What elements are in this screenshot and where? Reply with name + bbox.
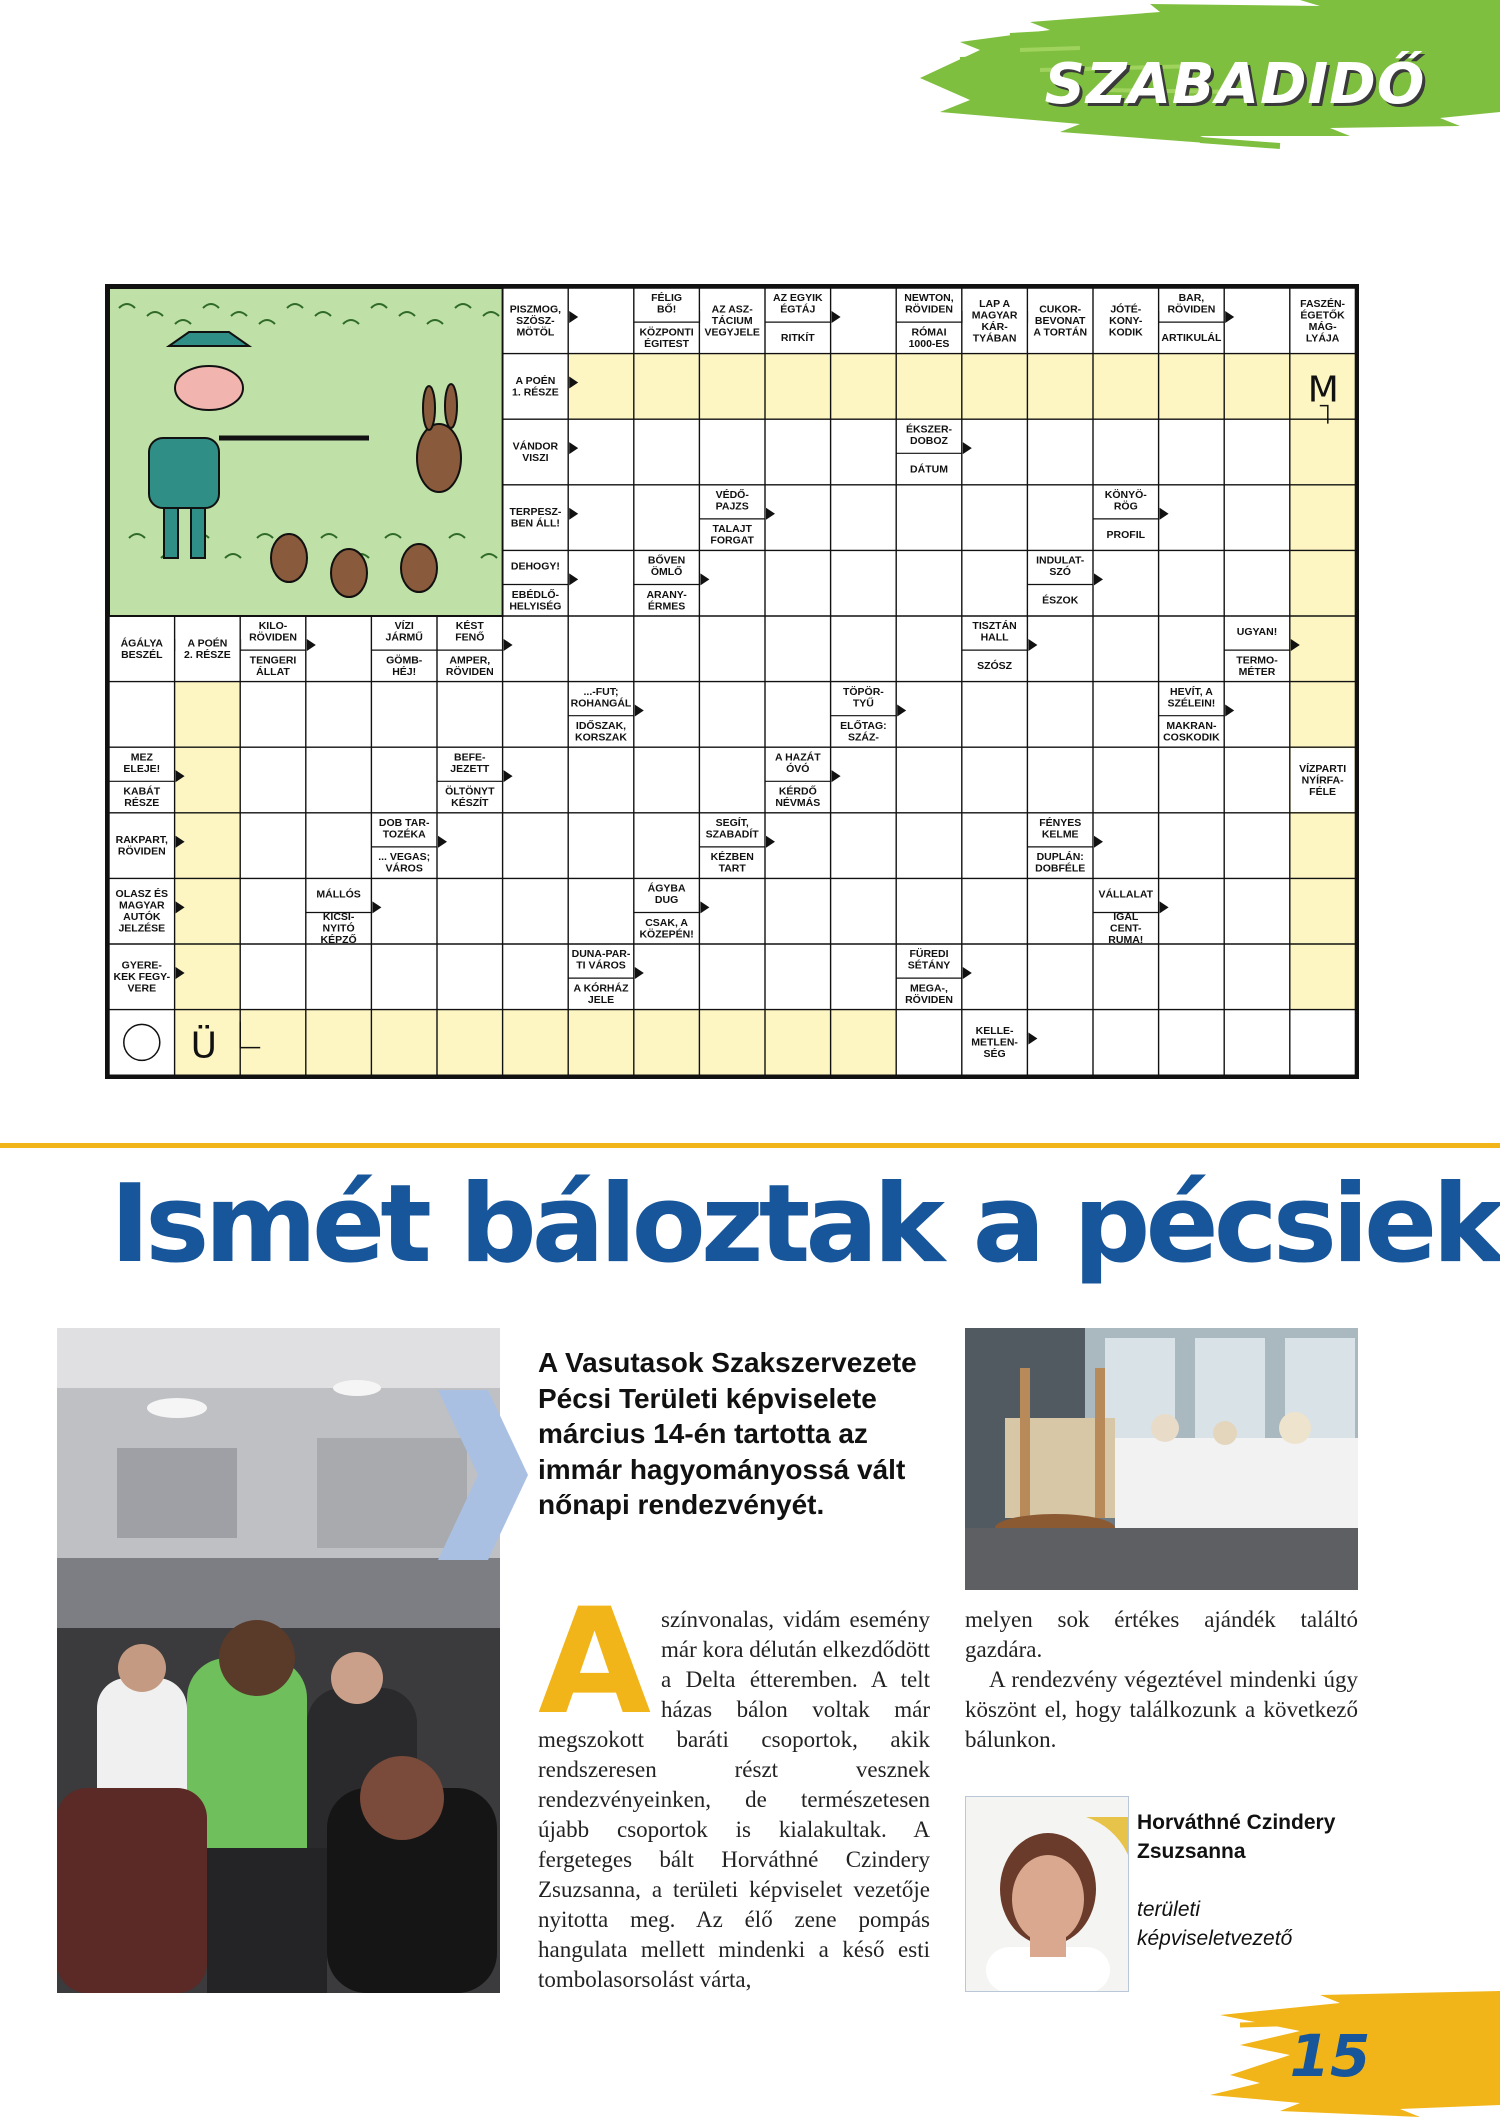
mascot-icon xyxy=(124,1024,160,1060)
clue-text: TÁCIUM xyxy=(711,315,753,328)
clue-text: JÓTÉ- xyxy=(1110,303,1142,316)
clue-text: JEZETT xyxy=(450,762,490,775)
clue-text: AMPER, xyxy=(449,654,491,667)
clue-text: SZÁZ- xyxy=(847,731,879,744)
clue-text: VERE xyxy=(127,982,157,995)
body-paragraph: melyen sok értékes ajándék találtó gazdára. xyxy=(965,1607,1358,1662)
clue-text: TÖPÖR- xyxy=(842,685,884,698)
clue-text: SEGÍT, xyxy=(715,817,749,830)
clue-arrow-icon xyxy=(372,901,381,913)
clue-text: HELYISÉG xyxy=(509,600,562,613)
clue-text: KÉZBEN xyxy=(710,851,754,864)
clue-text: SZÓSZ xyxy=(977,660,1013,673)
clue-text: A HAZÁT xyxy=(774,751,821,764)
clue-text: EBÉDLŐ- xyxy=(511,588,560,601)
clue-text: GÖMB- xyxy=(386,654,423,667)
clue-text: TENGERI xyxy=(249,654,297,667)
clue-arrow-icon xyxy=(700,573,709,585)
clue-text: HEVÍT, A xyxy=(1170,685,1213,698)
clue-text: ÁLLAT xyxy=(256,665,290,678)
clue-arrow-icon xyxy=(1160,901,1169,913)
clue-arrow-icon xyxy=(635,967,644,979)
clue-text: KÉSZÍT xyxy=(451,797,489,810)
article-body-column-2 xyxy=(965,1605,1358,1755)
clue-text: VÍZI xyxy=(394,620,414,633)
clue-text: FORGAT xyxy=(710,534,754,547)
clue-text: TYŰ xyxy=(852,697,874,710)
answer-strip xyxy=(568,354,1290,420)
clue-text: BEN ÁLL! xyxy=(510,517,560,530)
clue-text: ÉRMES xyxy=(647,600,686,613)
clue-arrow-icon xyxy=(1028,1033,1037,1045)
article-lead: A Vasutasok Szakszervezete Pécsi Területi képviselete március 14-én tartotta az immár hagyományossá vált nőnapi rendezvényét. xyxy=(538,1347,917,1520)
clue-text: ARANY- xyxy=(646,588,687,601)
clue-text: AZ EGYIK xyxy=(773,292,823,305)
clue-text: ...-FUT; xyxy=(583,685,619,698)
clue-text: KÖNYÖ- xyxy=(1104,489,1147,502)
clue-text: A KÓRHÁZ xyxy=(573,982,629,995)
clue-text: GYERE- xyxy=(121,959,162,972)
clue-text: VEGYJELE xyxy=(704,326,760,339)
article-body-column-1 xyxy=(538,1577,930,1995)
clue-text: TI VÁROS xyxy=(576,959,626,972)
photo-prize-tables xyxy=(965,1328,1358,1590)
clue-text: ÁGÁLYA xyxy=(120,637,164,650)
clue-text: BEFE- xyxy=(454,751,486,764)
clue-text: NYÍRFA- xyxy=(1301,774,1344,787)
clue-text: DÁTUM xyxy=(910,463,948,476)
clue-text: 2. RÉSZE xyxy=(184,648,231,661)
clue-text: VISZI xyxy=(522,452,549,464)
clue-text: NYITÓ xyxy=(322,922,355,935)
clue-text: KÁR- xyxy=(981,320,1008,333)
clue-arrow-icon xyxy=(897,705,906,717)
clue-text: VÍZPARTI xyxy=(1299,762,1347,775)
clue-text: AZ ASZ- xyxy=(711,303,753,316)
clue-text: JÁRMŰ xyxy=(385,631,423,644)
answer-letter: M xyxy=(1307,369,1339,411)
clue-text: MAGYAR xyxy=(118,899,165,912)
crossword-puzzle xyxy=(105,284,1359,1079)
clue-text: ROHANGÁL xyxy=(570,697,632,710)
clue-text: KONY- xyxy=(1109,315,1143,328)
author-name: Horváthné Czindery Zsuzsanna xyxy=(1137,1811,1336,1863)
clue-text: PISZMOG, xyxy=(509,303,562,316)
clue-text: TERMO- xyxy=(1236,654,1278,667)
clue-text: OLASZ ÉS xyxy=(115,888,169,901)
clue-text: DEHOGY! xyxy=(510,560,560,573)
clue-text: RITKÍT xyxy=(780,332,815,345)
clue-text: MÉTER xyxy=(1238,665,1276,678)
clue-text: JELE xyxy=(587,993,615,1006)
clue-text: DUNA-PAR- xyxy=(571,948,631,961)
clue-text: A POÉN xyxy=(515,374,556,387)
clue-text: TOZÉKA xyxy=(382,828,426,841)
drop-cap: A xyxy=(538,1577,651,1747)
clue-arrow-icon xyxy=(1225,705,1234,717)
clue-text: SZABADÍT xyxy=(705,828,759,841)
clue-text: VÉDŐ- xyxy=(715,489,749,502)
clue-text: A TORTÁN xyxy=(1033,326,1088,339)
clue-text: JELZÉSE xyxy=(118,922,166,935)
clue-text: RÖVIDEN xyxy=(1167,303,1216,316)
clue-text: HÉJ! xyxy=(392,665,417,678)
body-text: színvonalas, vidám esemény már kora délután elkezdődött a Delta étteremben. A telt házas bálon voltak már megszokott baráti csoportok, akik rendszeresen részt vesznek rendezvényeinken, de természetesen újabb csoportok is kialakultak. A fergeteges bált Horváthné Czindery Zsuzsanna, a területi képviselet vezetője nyitotta meg. Az élő zene pompás hangulata mellett mindenki a késő esti tombolasorsolást várta, xyxy=(538,1607,930,1992)
clue-text: DOB TAR- xyxy=(378,817,430,830)
clue-text: FÉNYES xyxy=(1039,817,1082,830)
clue-text: VÁROS xyxy=(385,862,423,875)
clue-text: CENT- xyxy=(1110,922,1142,935)
clue-text: KODIK xyxy=(1108,326,1143,339)
answer-letter: Ü xyxy=(190,1025,217,1067)
clue-text: SÉG xyxy=(983,1048,1006,1061)
divider-rule xyxy=(0,1143,1500,1148)
clue-text: BŐ! xyxy=(656,303,677,316)
clue-text: ÉGETŐK xyxy=(1300,309,1345,322)
photo-dancing-crowd xyxy=(57,1328,500,1993)
clue-text: TERPESZ- xyxy=(509,506,562,519)
clue-text: RÖVIDEN xyxy=(905,993,953,1006)
clue-text: KÉPZŐ xyxy=(320,934,357,947)
clue-text: COSKODIK xyxy=(1163,731,1220,744)
clue-text: LAP A xyxy=(979,297,1011,310)
clue-text: RAKPART, xyxy=(115,834,168,847)
clue-text: KORSZAK xyxy=(575,731,627,744)
author-role: területi képviseletvezető xyxy=(1137,1898,1293,1950)
clue-text: BAR, xyxy=(1178,292,1205,305)
author-portrait xyxy=(965,1796,1129,1992)
clue-arrow-icon xyxy=(569,311,578,323)
clue-arrow-icon xyxy=(766,508,775,520)
clue-text: FENŐ xyxy=(455,631,485,644)
clue-text: KILO- xyxy=(258,620,288,633)
clue-arrow-icon xyxy=(438,836,447,848)
clue-text: SZÉLEIN! xyxy=(1167,697,1216,710)
clue-text: METLEN- xyxy=(971,1036,1018,1049)
clue-text: ELŐTAG: xyxy=(840,719,887,732)
clue-text: DUPLÁN: xyxy=(1036,851,1084,864)
clue-text: BEVONAT xyxy=(1034,315,1086,328)
clue-text: 1000-ES xyxy=(908,337,950,350)
clue-text: DOBOZ xyxy=(910,434,948,447)
clue-text: FASZÉN- xyxy=(1300,297,1346,310)
clue-arrow-icon xyxy=(700,901,709,913)
clue-text: KELLE- xyxy=(975,1025,1014,1038)
clue-text: RÓMAI xyxy=(911,326,947,339)
clue-text: MÁG- xyxy=(1308,320,1337,333)
clue-text: RUMA! xyxy=(1108,934,1144,947)
clue-text: CSAK, A xyxy=(645,916,688,929)
clue-text: MÁLLÓS xyxy=(316,888,361,901)
clue-arrow-icon xyxy=(504,639,513,651)
clue-arrow-icon xyxy=(569,508,578,520)
clue-text: ÖMLŐ xyxy=(650,566,683,579)
clue-text: ELEJE! xyxy=(123,762,161,775)
clue-arrow-icon xyxy=(1094,573,1103,585)
body-paragraph: A rendezvény végeztével mindenki úgy köszönt el, hogy találkozunk a következő bálunkon. xyxy=(965,1667,1358,1752)
clue-arrow-icon xyxy=(1225,311,1234,323)
clue-text: MAKRAN- xyxy=(1166,719,1217,732)
clue-arrow-icon xyxy=(963,442,972,454)
crossword-grid xyxy=(109,288,1355,1075)
clue-text: TYÁBAN xyxy=(972,332,1017,345)
clue-text: UGYAN! xyxy=(1236,625,1278,638)
clue-text: ARTIKULÁL xyxy=(1161,332,1222,345)
page-number: 15 xyxy=(1289,2022,1371,2090)
clue-text: MEZ xyxy=(130,751,153,764)
clue-text: ÉGITEST xyxy=(644,337,690,350)
clue-arrow-icon xyxy=(1160,508,1169,520)
clue-text: KÖZPONTI xyxy=(639,326,694,339)
clue-text: MEGA-, xyxy=(910,982,948,995)
clue-text: RÖVIDEN xyxy=(445,665,494,678)
clue-text: RÖG xyxy=(1113,500,1138,513)
clue-arrow-icon xyxy=(635,705,644,717)
clue-arrow-icon xyxy=(569,573,578,585)
clue-arrow-icon xyxy=(1094,836,1103,848)
clue-text: ÖLTÖNYT xyxy=(445,785,495,798)
clue-text: KELME xyxy=(1041,828,1079,841)
clue-text: DUG xyxy=(654,894,679,907)
clue-text: RÉSZE xyxy=(124,797,160,810)
clue-text: KEK FEGY- xyxy=(113,971,171,984)
clue-text: IDŐSZAK, xyxy=(575,719,627,732)
clue-text: BESZÉL xyxy=(121,648,163,661)
clue-text: ... VEGAS; xyxy=(378,851,431,864)
clue-text: ÉGTÁJ xyxy=(780,303,816,316)
clue-text: SZÓ xyxy=(1049,566,1071,579)
clue-text: A POÉN xyxy=(187,637,228,650)
clue-text: RÖVIDEN xyxy=(117,845,166,858)
clue-text: RÖVIDEN xyxy=(905,303,953,316)
answer-strip xyxy=(175,1010,897,1075)
clue-arrow-icon xyxy=(569,442,578,454)
clue-text: RÖVIDEN xyxy=(249,631,297,644)
clue-text: VÁNDOR xyxy=(512,440,559,453)
clue-arrow-icon xyxy=(963,967,972,979)
clue-text: NÉVMÁS xyxy=(775,797,821,810)
clue-text: HALL xyxy=(980,631,1009,644)
clue-text: MÖTÖL xyxy=(516,326,555,339)
clue-text: SZÖSZ- xyxy=(516,315,555,328)
clue-arrow-icon xyxy=(832,770,841,782)
clue-text: ÉKSZER- xyxy=(905,423,953,436)
clue-text: CUKOR- xyxy=(1039,303,1082,316)
clue-text: TISZTÁN xyxy=(972,620,1017,633)
clue-arrow-icon xyxy=(307,639,316,651)
clue-arrow-icon xyxy=(1028,639,1037,651)
clue-arrow-icon xyxy=(832,311,841,323)
clue-text: FÉLIG xyxy=(651,292,683,305)
clue-text: DOBFÉLE xyxy=(1035,862,1086,875)
clue-text: SÉTÁNY xyxy=(907,959,951,972)
answer-strip xyxy=(175,682,241,1010)
section-title: SZABADIDŐ xyxy=(1044,52,1426,117)
clue-text: MAGYAR xyxy=(971,309,1018,322)
clue-text: 1. RÉSZE xyxy=(512,386,559,399)
clue-text: KÉST xyxy=(455,620,484,633)
clue-text: KÖZEPÉN! xyxy=(639,928,694,941)
clue-text: LYÁJA xyxy=(1305,332,1340,345)
clue-text: BŐVEN xyxy=(647,554,686,567)
clue-text: KICSI- xyxy=(322,911,355,924)
clue-text: IGAL xyxy=(1113,911,1139,924)
clue-text: TART xyxy=(718,862,746,875)
clue-text: KABÁT xyxy=(123,785,161,798)
clue-text: FÉLE xyxy=(1309,785,1337,798)
clue-text: FÜREDI xyxy=(909,948,949,961)
clue-text: ÓVÓ xyxy=(786,762,810,775)
chevron-right-icon xyxy=(438,1390,528,1560)
clue-text: TALAJT xyxy=(712,523,752,536)
clue-text: ÁGYBA xyxy=(647,882,686,895)
clue-text: NEWTON, xyxy=(904,292,954,305)
clue-arrow-icon xyxy=(504,770,513,782)
clue-text: ÉSZOK xyxy=(1042,594,1079,607)
clue-text: VÁLLALAT xyxy=(1098,888,1154,901)
clue-text: INDULAT- xyxy=(1036,554,1085,567)
clue-text: PAJZS xyxy=(715,500,749,513)
article-headline: Ismét báloztak a pécsiek xyxy=(110,1162,1500,1287)
clue-text: KÉRDŐ xyxy=(778,785,817,798)
clue-text: PROFIL xyxy=(1106,528,1146,541)
clue-arrow-icon xyxy=(766,836,775,848)
clue-text: AUTÓK xyxy=(123,911,161,924)
